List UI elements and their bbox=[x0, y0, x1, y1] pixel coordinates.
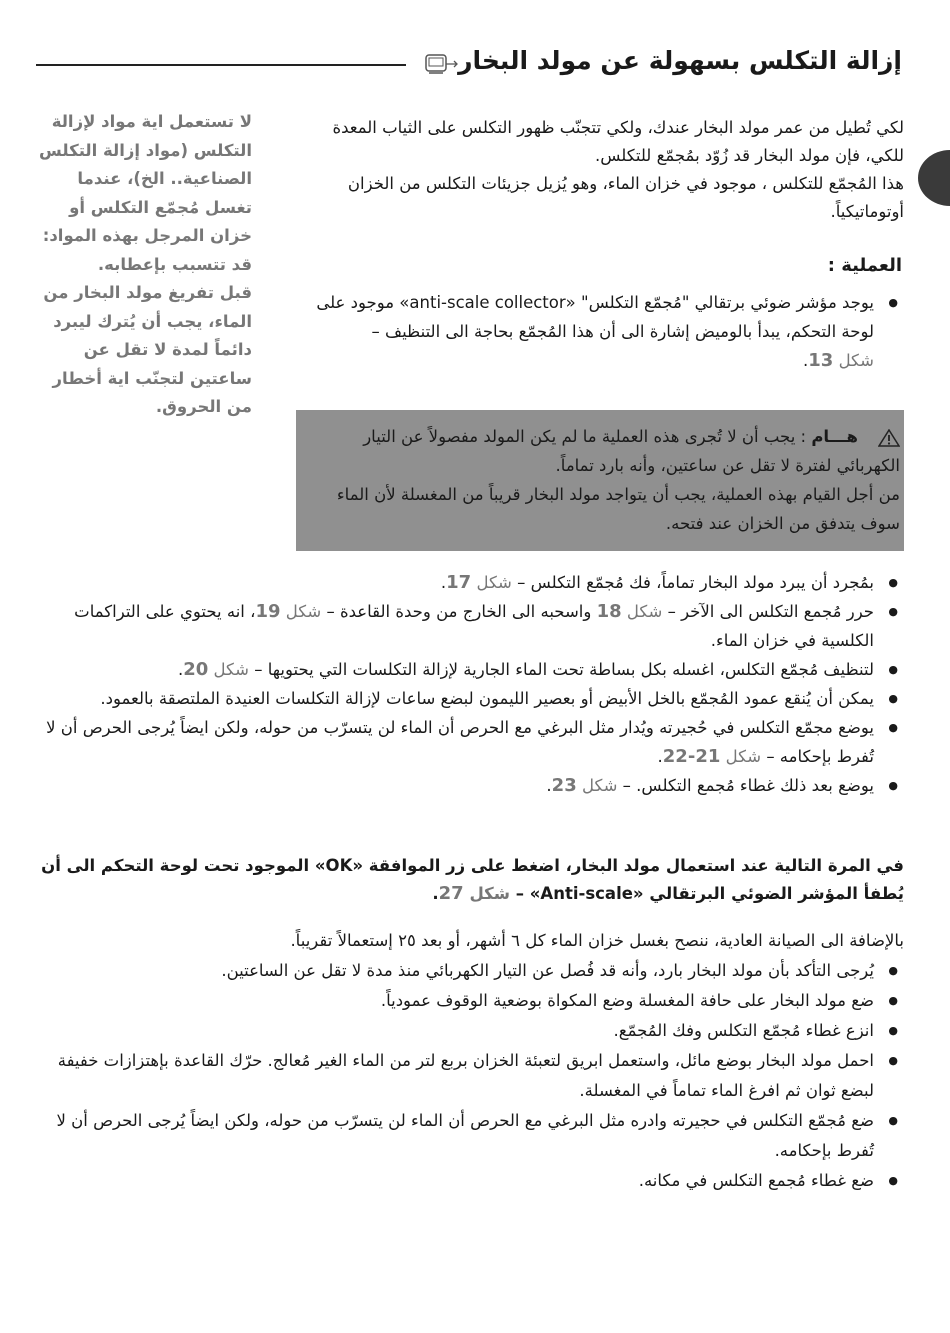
warning-triangle-icon bbox=[878, 429, 900, 447]
list-item: ● احمل مولد البخار بوضع مائل، واستعمل ابريق لتعبئة الخزان بربع لتر من الماء الغير مُعالج. حرّك القاعدة بإهتزازات خفيفة لبضع ثوان ثم افرغ الماء تماماً في المغسلة. bbox=[36, 1046, 904, 1106]
warning-paragraph-2: من أجل القيام بهذه العملية، يجب أن يتواجد مولد البخار قريباً من المغسلة لأن الماء سوف يتدفق من الخزان عند فتحه. bbox=[336, 485, 900, 533]
operation-heading: العملية : bbox=[827, 255, 902, 276]
figure-ref: شكل 21-22 bbox=[662, 746, 762, 767]
figure-ref: شكل 19 bbox=[255, 601, 322, 622]
intro-paragraph-2: هذا المُجمّع للتكلس ، موجود في خزان الماء، وهو يُزيل جزيئات التكلس من الخزان أوتوماتيكياً. bbox=[347, 174, 904, 221]
figure-ref: شكل 18 bbox=[596, 601, 663, 622]
figure-ref: شكل 17 bbox=[446, 572, 512, 593]
maintenance-section bbox=[36, 926, 904, 1196]
maintenance-list bbox=[36, 956, 904, 1196]
list-item: ● انزع غطاء مُجمّع التكلس وفك المُجمّع. bbox=[36, 1016, 904, 1046]
list-item: ● يُرجى التأكد بأن مولد البخار بارد، وأنه قد فُصل عن التيار الكهربائي منذ مدة لا تقل عن الساعتين. bbox=[36, 956, 904, 986]
list-item: ● يمكن أن يُنقع عمود المُجمّع بالخل الأبيض أو بعصير الليمون لبضع ساعات لإزالة التكلسات العنيدة الملتصقة بالعمود. bbox=[36, 684, 904, 713]
sidebar-notes bbox=[28, 108, 252, 422]
figure-ref: شكل 23 bbox=[551, 775, 618, 796]
maintenance-intro: بالإضافة الى الصيانة العادية، ننصح بغسل خزان الماء كل ٦ أشهر، أو بعد ٢٥ إستعمالاً تقريباً. bbox=[290, 931, 904, 950]
list-item: ● يوضع بعد ذلك غطاء مُجمع التكلس. – شكل 23. bbox=[36, 771, 904, 800]
steam-generator-icon bbox=[423, 52, 459, 76]
intro-section bbox=[298, 114, 904, 226]
list-item: ● ضع غطاء مُجمع التكلس في مكانه. bbox=[36, 1166, 904, 1196]
chemicals-warning: لا تستعمل اية مواد لإزالة التكلس (مواد إزالة التكلس الصناعية.. الخ)، عندما تغسل مُجمّع التكلس أو خزان المرجل بهذه المواد: قد تتسبب بإعطابه. bbox=[39, 112, 252, 274]
list-item: ● يوضع مجمّع التكلس في حُجيرته ويُدار مثل البرغي مع الحرص أن الماء لن يتسرّب من حوله، ولكن ايضاً يُرجى الحرص أن لا تُفرط بإحكامه – شكل 21-22. bbox=[36, 713, 904, 771]
warning-label: هـــام bbox=[811, 427, 858, 446]
figure-ref: شكل 27 bbox=[438, 883, 511, 904]
list-item: ● ضع مُجمّع التكلس في حجيرته وادره مثل البرغي مع الحرص أن الماء لن يتسرّب من حوله، ولكن ايضاً يُرجى الحرص أن لا تُفرط بإحكامه. bbox=[36, 1106, 904, 1166]
list-item: ● يوجد مؤشر ضوئي برتقالي "مُجمّع التكلس" «anti-scale collector» موجود على لوحة التحكم، يبدأ بالوميض إشارة الى أن هذا المُجمّع بحاجة الى التنظيف – شكل 13. bbox=[298, 288, 904, 375]
page-title: إزالة التكلس بسهولة عن مولد البخار bbox=[458, 46, 902, 75]
operation-list bbox=[298, 288, 904, 375]
warning-paragraph-1: هـــام : يجب أن لا تُجرى هذه العملية ما لم يكن المولد مفصولاً عن التيار الكهربائي لفترة لا تقل عن ساعتين، وأنه بارد تماماً. bbox=[363, 427, 900, 475]
figure-ref: شكل 20 bbox=[183, 659, 249, 680]
figure-ref: شكل 13 bbox=[808, 350, 874, 371]
list-item: ● لتنظيف مُجمّع التكلس، اغسله بكل بساطة تحت الماء الجارية لإزالة التكلسات التي يحتويها – شكل 20. bbox=[36, 655, 904, 684]
chapter-tab bbox=[918, 150, 950, 206]
list-item: ● حرر مُجمع التكلس الى الآخر – شكل 18 واسحبه الى الخارج من وحدة القاعدة – شكل 19، انه يحتوي على التراكمات الكلسية في خزان الماء. bbox=[36, 597, 904, 655]
cooling-warning: قبل تفريغ مولد البخار من الماء، يجب أن يُترك ليبرد دائماً لمدة لا تقل عن ساعتين لتجنّب اية أخطار من الحروق. bbox=[43, 283, 252, 416]
title-rule bbox=[36, 64, 406, 66]
steps-list bbox=[36, 568, 904, 800]
list-item: ● ضع مولد البخار على حافة المغسلة وضع المكواة بوضعية الوقوف عمودياً. bbox=[36, 986, 904, 1016]
intro-paragraph-1: لكي تُطيل من عمر مولد البخار عندك، ولكي تتجنّب ظهور التكلس على الثياب المعدة للكي، فإن مولد البخار قد زُوّد بمُجمّع للتكلس. bbox=[332, 118, 904, 165]
list-item: ● بمُجرد أن يبرد مولد البخار تماماً، فك مُجمّع التكلس – شكل 17. bbox=[36, 568, 904, 597]
important-notice bbox=[296, 410, 904, 551]
next-use-note: في المرة التالية عند استعمال مولد البخار، اضغط على زر الموافقة «OK» الموجود تحت لوحة التحكم الى أن يُطفأ المؤشر الضوئي البرتقالي «Anti-scale» – شكل 27. bbox=[41, 856, 904, 904]
